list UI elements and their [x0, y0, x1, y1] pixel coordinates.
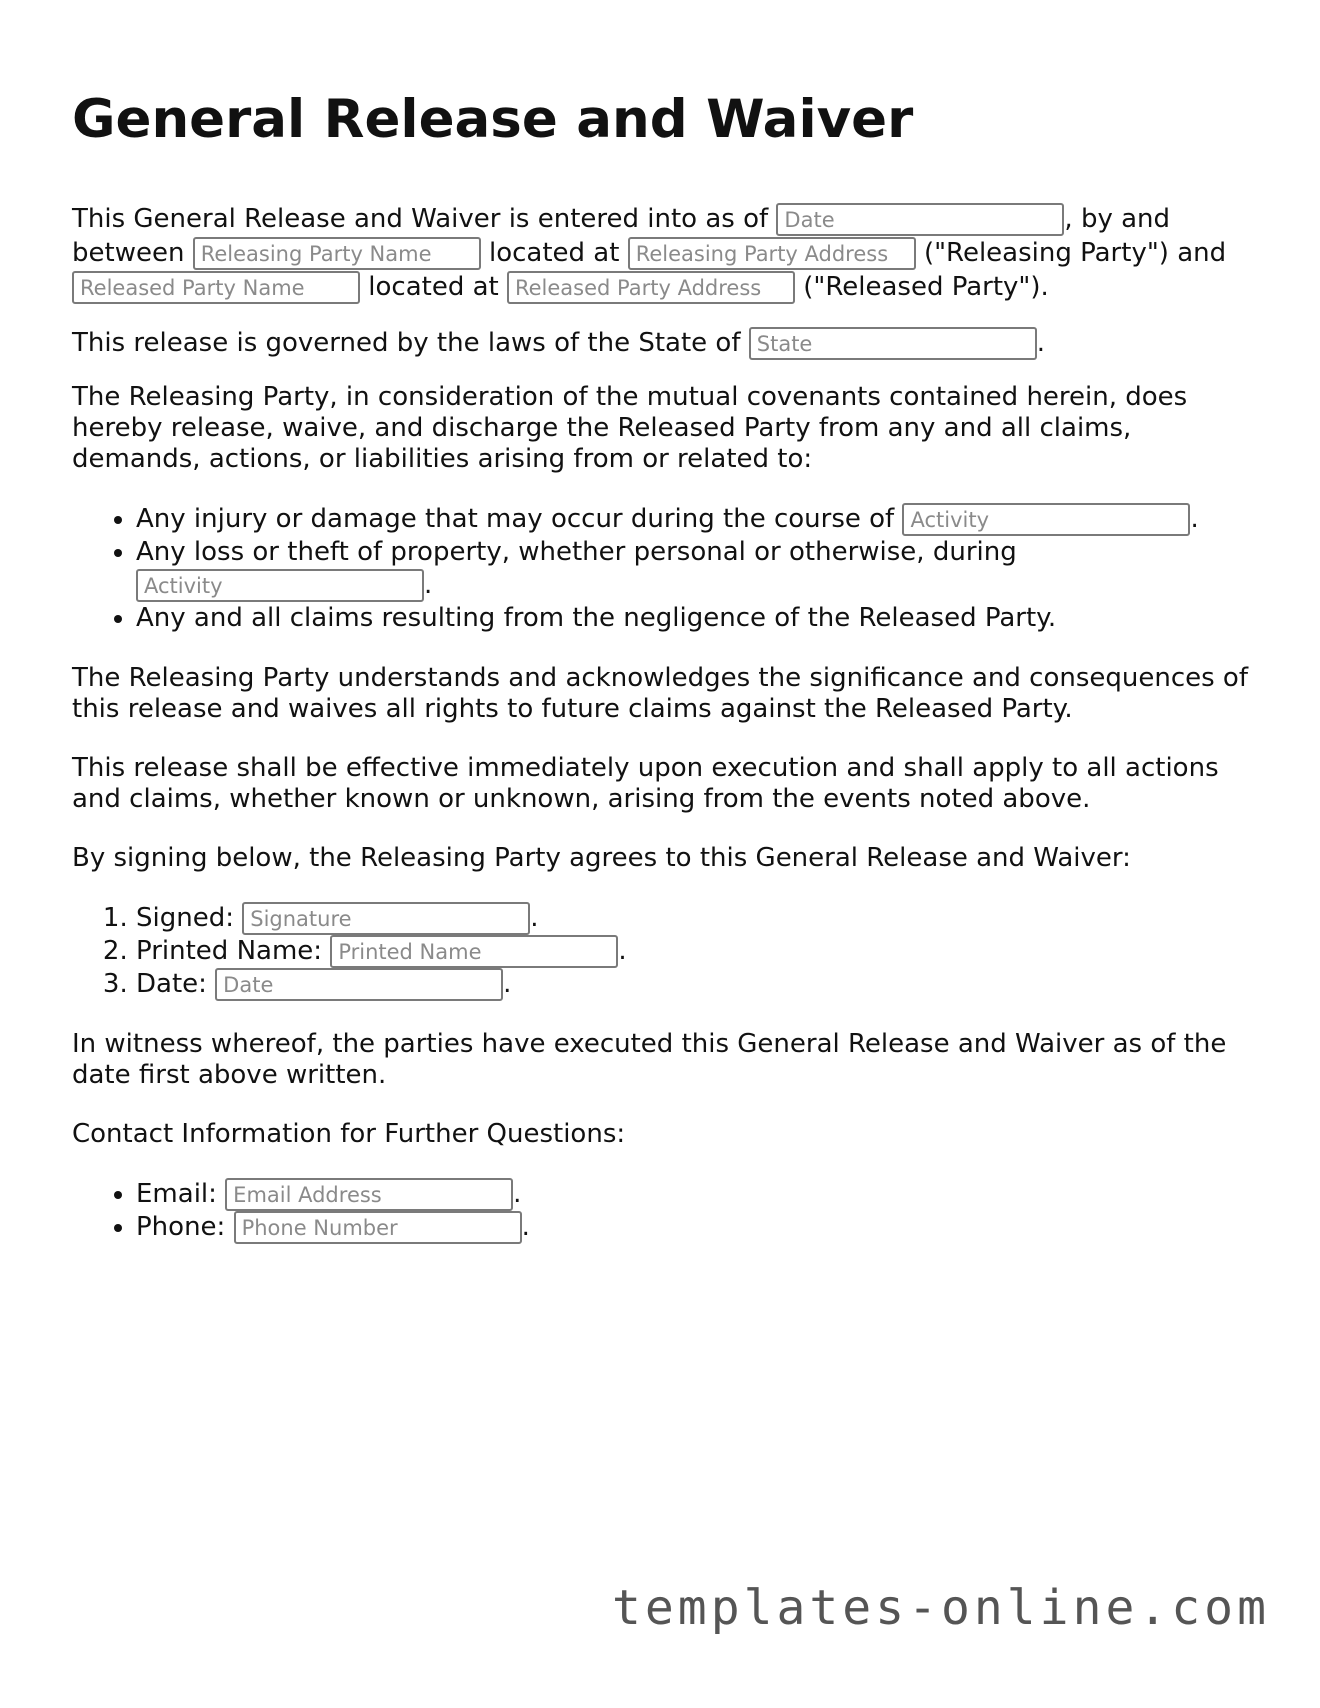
intro-text-4: ("Releasing Party") and: [915, 238, 1227, 268]
signature-input[interactable]: [242, 902, 530, 935]
intro-text-6: ("Released Party").: [794, 272, 1049, 302]
document-title: General Release and Waiver: [72, 89, 914, 150]
activity-input-2[interactable]: [136, 569, 424, 602]
list-item: [136, 968, 1252, 1001]
list-item: [136, 536, 1252, 602]
governing-period: .: [1036, 328, 1046, 358]
signing-date-input[interactable]: [215, 968, 503, 1001]
list-item: [136, 902, 1252, 935]
contact-heading: Contact Information for Further Questions:: [72, 1119, 626, 1149]
signing-intro: By signing below, the Releasing Party agrees to this General Release and Waiver:: [72, 843, 1131, 873]
governing-law-paragraph: [72, 326, 1252, 360]
email-input[interactable]: [225, 1178, 513, 1211]
list-item: [136, 602, 1252, 635]
agreement-date-input[interactable]: [776, 203, 1064, 236]
claims-list: [72, 503, 1252, 635]
activity-input-1[interactable]: [902, 503, 1190, 536]
printed-end: .: [618, 936, 627, 966]
claim-text-2: Any loss or theft of property, whether personal or otherwise, during: [136, 537, 1017, 567]
date-end: .: [503, 969, 512, 999]
signed-end: .: [530, 903, 539, 933]
consideration-paragraph: The Releasing Party, in consideration of the mutual covenants contained herein, does hereby release, waive, and discharge the Released Party from any and all claims, demands, actions, or liabilities arising from or related to:: [72, 382, 1188, 474]
email-label: Email:: [136, 1179, 226, 1209]
effective-paragraph: This release shall be effective immediately upon execution and shall apply to all actions and claims, whether known or unknown, arising from the events noted above.: [72, 753, 1219, 814]
contact-list: [72, 1178, 1252, 1244]
releasing-party-name-input[interactable]: [193, 237, 481, 270]
list-item: [136, 1211, 1252, 1244]
printed-name-label: Printed Name:: [136, 936, 331, 966]
claim-end-2: .: [424, 570, 433, 600]
intro-paragraph: [72, 202, 1252, 304]
printed-name-input[interactable]: [330, 935, 618, 968]
claim-end-1: .: [1190, 504, 1199, 534]
governing-text: This release is governed by the laws of the State of: [72, 328, 749, 358]
email-end: .: [513, 1179, 522, 1209]
signature-list: [72, 902, 1252, 1001]
signing-date-label: Date:: [136, 969, 216, 999]
list-item: [136, 935, 1252, 968]
intro-text-5: located at: [360, 272, 507, 302]
state-input[interactable]: [749, 327, 1037, 360]
watermark: templates-online.com: [612, 1580, 1270, 1636]
phone-end: .: [521, 1212, 530, 1242]
acknowledgment-paragraph: The Releasing Party understands and acknowledges the significance and consequences of this release and waives all rights to future claims against the Released Party.: [72, 663, 1248, 724]
list-item: [136, 1178, 1252, 1211]
witness-paragraph: In witness whereof, the parties have executed this General Release and Waiver as of the date first above written.: [72, 1029, 1227, 1090]
list-item: [136, 503, 1252, 536]
claim-text-3: Any and all claims resulting from the negligence of the Released Party.: [136, 603, 1057, 633]
document-page: [72, 84, 1252, 1272]
intro-text-2: , by and between: [72, 204, 1171, 268]
claim-text-1: Any injury or damage that may occur during the course of: [136, 504, 903, 534]
phone-label: Phone:: [136, 1212, 234, 1242]
released-party-address-input[interactable]: [507, 271, 795, 304]
released-party-name-input[interactable]: [72, 271, 360, 304]
releasing-party-address-input[interactable]: [628, 237, 916, 270]
intro-text-3: located at: [480, 238, 628, 268]
phone-input[interactable]: [234, 1211, 522, 1244]
signed-label: Signed:: [136, 903, 243, 933]
intro-text-1: This General Release and Waiver is entered into as of: [72, 204, 777, 234]
